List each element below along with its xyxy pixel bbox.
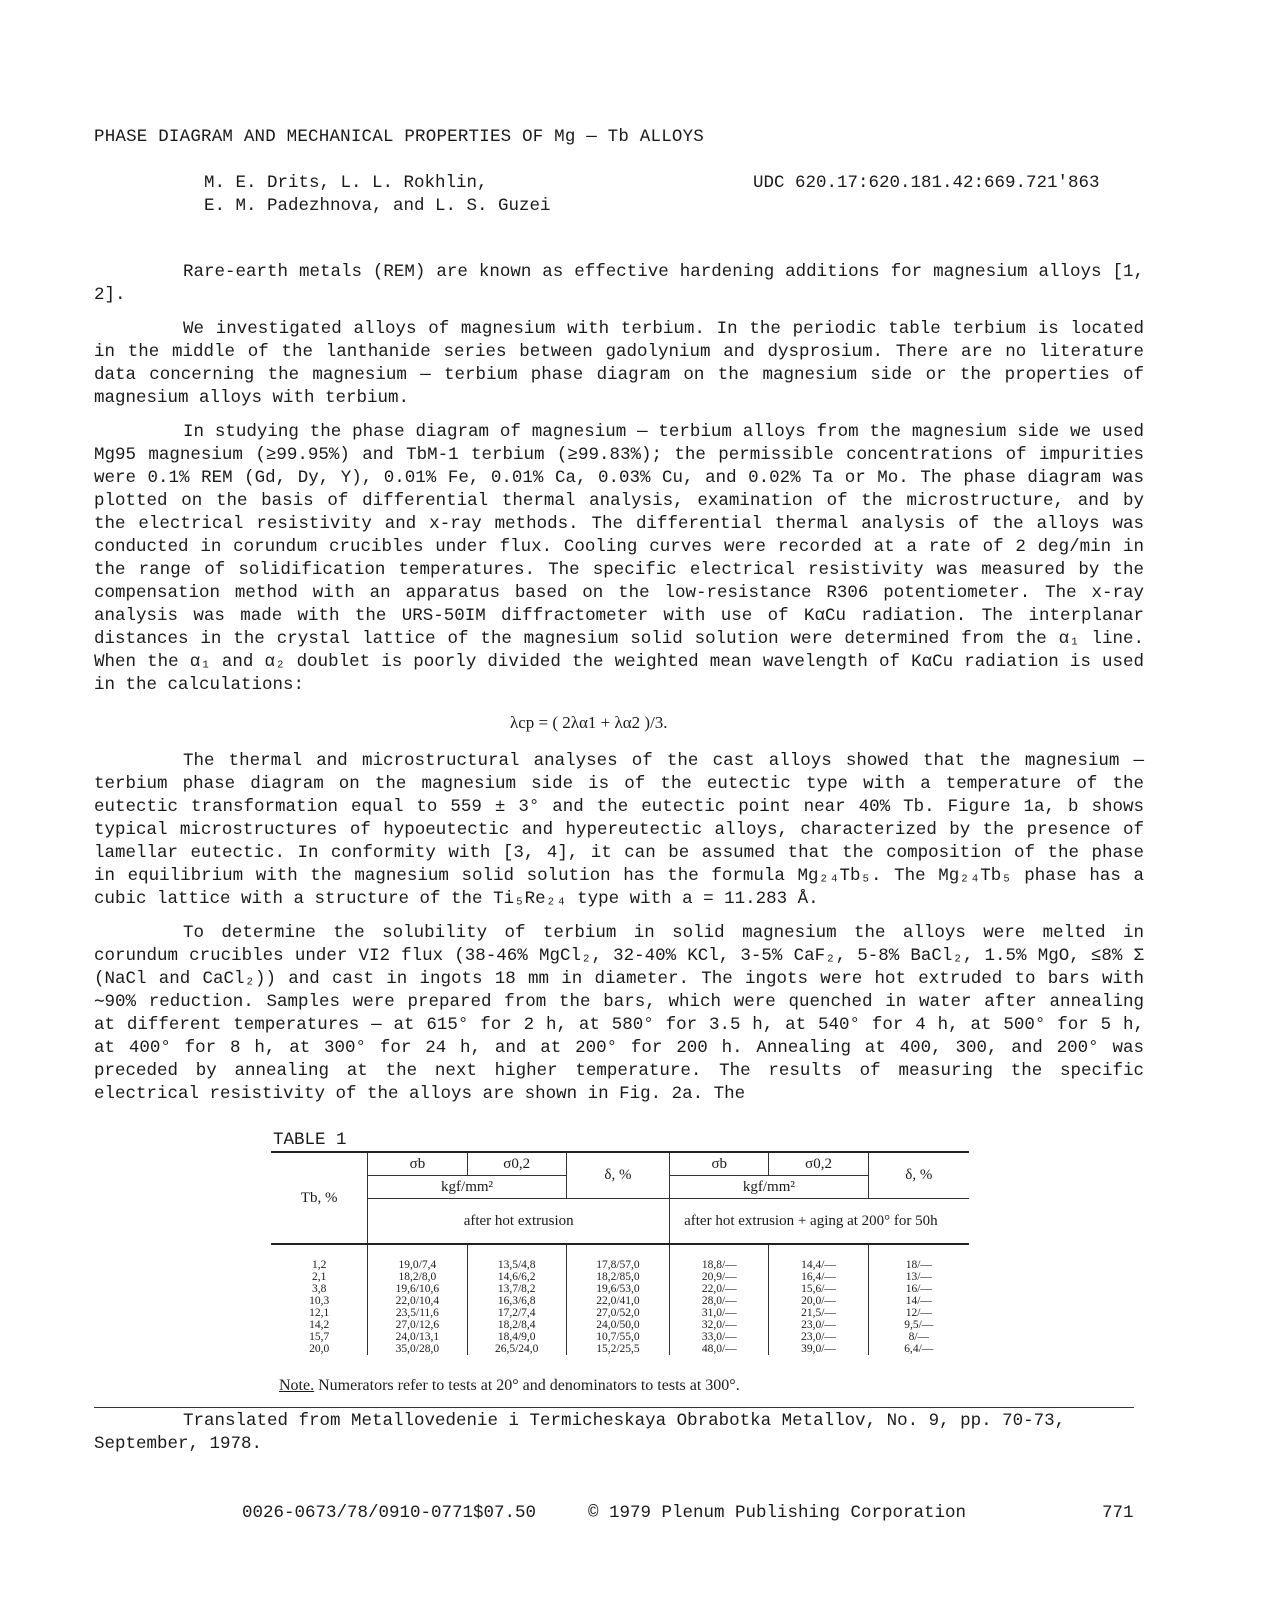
table-cell: 20,0 (309, 1343, 330, 1355)
table-body-row (271, 1244, 969, 1355)
table-cell: 17,2/7,4 (497, 1307, 536, 1319)
translation-note (94, 1410, 1134, 1456)
note-label: Note. (279, 1377, 315, 1394)
table-cell: 18,8/— (701, 1259, 737, 1271)
table-cell: 18,2/8,4 (497, 1319, 536, 1331)
table-cell: 13/— (905, 1271, 932, 1283)
table-cell: 23,0/— (801, 1331, 836, 1343)
table-cell: 2,1 (311, 1271, 327, 1283)
footer-code: 0026-0673/78/0910-0771$07.50 (242, 1503, 537, 1523)
table-cell: 32,0/— (701, 1319, 737, 1331)
table-cell: 16,3/6,8 (497, 1295, 536, 1307)
table-cell: 24,0/13,1 (395, 1331, 440, 1343)
wavelength-formula: λcp = ( 2λα1 + λα2 )/3. (510, 713, 668, 732)
table-cell: 19,6/10,6 (395, 1283, 440, 1295)
table-cell: 23,0/— (801, 1319, 836, 1331)
table-cell: 27,0/52,0 (596, 1307, 640, 1319)
table-cell: 1,2 (311, 1259, 327, 1271)
col-header-tb: Tb, % (300, 1189, 338, 1206)
delta-column (566, 1244, 669, 1355)
table-cell: 18,2/85,0 (596, 1271, 640, 1283)
table-cell: 28,0/— (701, 1295, 737, 1307)
body-text-bottom (94, 750, 1144, 1117)
page-number: 771 (1102, 1503, 1134, 1523)
paragraph: We investigated alloys of magnesium with terbium. In the periodic table terbium is located in the middle of the lanthanide series between gadolynium and dysprosium. There are no literature data concerning the magnesium — terbium phase diagram on the magnesium side or the properties of magnesium alloys with terbium. (94, 319, 1144, 408)
unit-header-aged: kgf/mm² (670, 1176, 869, 1199)
mechanical-properties-table (271, 1151, 969, 1355)
table-cell: 20,9/— (701, 1271, 737, 1283)
table-cell: 18/— (905, 1259, 932, 1271)
col-header-sigma-b: σb (368, 1152, 467, 1176)
author-line-2: E. M. Padezhnova, and L. S. Guzei (204, 196, 551, 216)
table-cell: 24,0/50,0 (596, 1319, 640, 1331)
table-cell: 26,5/24,0 (494, 1343, 539, 1355)
sigma-02-column (467, 1244, 566, 1355)
sigma-b-aged-column (670, 1244, 769, 1355)
sigma-02-aged-column (769, 1244, 868, 1355)
table-note (279, 1377, 740, 1395)
table-cell: 39,0/— (801, 1343, 836, 1355)
table-cell: 10,3 (309, 1295, 330, 1307)
table-cell: 23,5/11,6 (395, 1307, 439, 1319)
table-cell: 18,2/8,0 (398, 1271, 437, 1283)
sigma-b-column (368, 1244, 467, 1355)
table-cell: 14,6/6,2 (497, 1271, 536, 1283)
note-text: Numerators refer to tests at 20° and denominators to tests at 300°. (314, 1377, 740, 1394)
table-cell: 8/— (908, 1331, 930, 1343)
table-cell: 22,0/— (701, 1283, 737, 1295)
paragraph: In studying the phase diagram of magnesium — terbium alloys from the magnesium side we used Mg95 magnesium (≥99.95%) and TbM-1 terbium (≥99.83%); the permissible concentrations of impurities were 0.1% REM (Gd, Dy, Y), 0.01% Fe, 0.01% Ca, 0.03% Cu, and 0.02% Ta or Mo. The phase diagram was plotted on the basis of differential thermal analysis, examination of the microstructure, and by the electrical resistivity and x-ray methods. The differential thermal analysis of the alloys was conducted in corundum crucibles under flux. Cooling curves were recorded at a rate of 2 deg/min in the range of solidification temperatures. The specific electrical resistivity was measured by the compensation method with an apparatus based on the low-resistance R306 potentiometer. The x-ray analysis was made with the URS-50IM diffractometer with use of KαCu radiation. The interplanar distances in the crystal lattice of the magnesium solid solution were determined from the α₁ line. When the α₁ and α₂ doublet is poorly divided the weighted mean wavelength of KαCu radiation is used in the calculations: (94, 422, 1144, 695)
table-cell: 14,4/— (801, 1259, 836, 1271)
table-cell: 17,8/57,0 (596, 1259, 640, 1271)
table-cell: 13,7/8,2 (497, 1283, 536, 1295)
group-header-aging: after hot extrusion + aging at 200° for 50h (670, 1199, 969, 1245)
col-header-delta-aged: δ, % (868, 1152, 969, 1199)
table-cell: 20,0/— (801, 1295, 836, 1307)
table-cell: 19,0/7,4 (398, 1259, 437, 1271)
table-cell: 35,0/28,0 (395, 1343, 440, 1355)
table-cell: 13,5/4,8 (497, 1259, 536, 1271)
col-header-delta: δ, % (566, 1152, 669, 1199)
table-label: TABLE 1 (273, 1130, 347, 1150)
table-cell: 16,4/— (801, 1271, 836, 1283)
table-cell: 12/— (905, 1307, 932, 1319)
udc-code: UDC 620.17:620.181.42:669.721'863 (753, 173, 1100, 193)
table-cell: 15,7 (309, 1331, 330, 1343)
table-cell: 19,6/53,0 (596, 1283, 640, 1295)
table-cell: 22,0/10,4 (395, 1295, 440, 1307)
col-header-sigma-02-aged: σ0,2 (769, 1152, 868, 1176)
table-cell: 14,2 (309, 1319, 330, 1331)
author-line-1: M. E. Drits, L. L. Rokhlin, (204, 173, 488, 193)
table-cell: 48,0/— (701, 1343, 737, 1355)
table-cell: 10,7/55,0 (596, 1331, 640, 1343)
table-cell: 6,4/— (904, 1343, 934, 1355)
footnote-divider (94, 1407, 1134, 1408)
table-cell: 21,5/— (801, 1307, 836, 1319)
authors (204, 172, 551, 218)
paragraph: The thermal and microstructural analyses of the cast alloys showed that the magnesium — terbium phase diagram on the magnesium side is of the eutectic type with a temperature of the eutectic transformation equal to 559 ± 3° and the eutectic point near 40% Tb. Figure 1a, b shows typical microstructures of hypoeutectic and hypereutectic alloys, characterized by the presence of lamellar eutectic. In conformity with [3, 4], it can be assumed that the composition of the phase in equilibrium with the magnesium solid solution has the formula Mg₂₄Tb₅. The Mg₂₄Tb₅ phase has a cubic lattice with a structure of the Ti₅Re₂₄ type with a = 11.283 Å. (94, 751, 1144, 909)
col-header-sigma-02: σ0,2 (467, 1152, 566, 1176)
table-cell: 9,5/— (904, 1319, 934, 1331)
table-cell: 27,0/12,6 (395, 1319, 440, 1331)
table-cell: 33,0/— (701, 1331, 737, 1343)
table-cell: 22,0/41,0 (596, 1295, 640, 1307)
col-header-sigma-b-aged: σb (670, 1152, 769, 1176)
tb-column (271, 1244, 368, 1355)
table-cell: 12,1 (309, 1307, 330, 1319)
article-title: PHASE DIAGRAM AND MECHANICAL PROPERTIES OF Mg — Tb ALLOYS (94, 127, 704, 147)
body-text-top (94, 261, 1144, 708)
table-cell: 15,6/— (801, 1283, 836, 1295)
unit-header: kgf/mm² (368, 1176, 567, 1199)
group-header-extrusion: after hot extrusion (368, 1199, 670, 1245)
table-cell: 15,2/25,5 (596, 1343, 640, 1355)
paragraph: Rare-earth metals (REM) are known as effective hardening additions for magnesium alloys [1, 2]. (94, 262, 1144, 305)
translation-text: Translated from Metallovedenie i Termicheskaya Obrabotka Metallov, No. 9, pp. 70-73, September, 1978. (94, 1411, 1066, 1454)
footer-copyright: © 1979 Plenum Publishing Corporation (588, 1503, 967, 1523)
table-cell: 14/— (905, 1295, 932, 1307)
table-cell: 18,4/9,0 (497, 1331, 536, 1343)
table-cell: 3,8 (311, 1283, 327, 1295)
paragraph: To determine the solubility of terbium in solid magnesium the alloys were melted in corundum crucibles under VI2 flux (38-46% MgCl₂, 32-40% KCl, 3-5% CaF₂, 5-8% BaCl₂, 1.5% MgO, ≤8% Σ (NaCl and CaCl₂)) and cast in ingots 18 mm in diameter. The ingots were hot extruded to bars with ∼90% reduction. Samples were prepared from the bars, which were quenched in water after annealing at different temperatures — at 615° for 2 h, at 580° for 3.5 h, at 540° for 4 h, at 500° for 5 h, at 400° for 8 h, at 300° for 24 h, and at 200° for 200 h. Annealing at 400, 300, and 200° was preceded by annealing at the next higher temperature. The results of measuring the specific electrical resistivity of the alloys are shown in Fig. 2a. The (94, 923, 1144, 1104)
delta-aged-column (868, 1244, 969, 1355)
table-cell: 31,0/— (701, 1307, 737, 1319)
table-cell: 16/— (905, 1283, 932, 1295)
